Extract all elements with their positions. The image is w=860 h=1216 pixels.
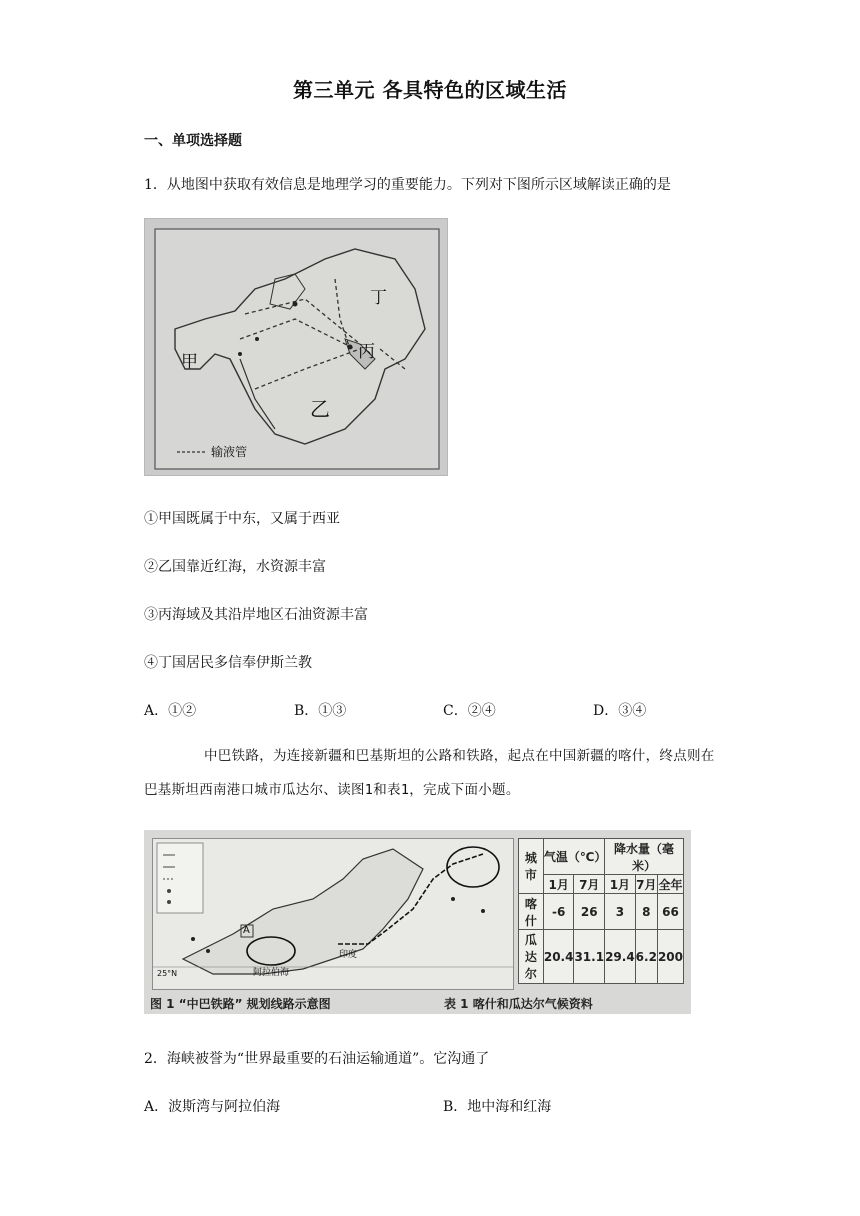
table-1-caption: 表 1 喀什和瓜达尔气候资料	[444, 997, 593, 1011]
map-label-jia: 甲	[181, 352, 198, 372]
q1-option-a[interactable]: A．①②	[144, 703, 197, 719]
table-cell: 6.2	[635, 930, 657, 984]
q1-option-c[interactable]: C．②④	[443, 703, 496, 719]
table-cell: 3	[605, 893, 636, 929]
table-row	[519, 930, 684, 984]
q1-option-b[interactable]: B．①③	[294, 703, 347, 719]
map-label-ding: 丁	[370, 288, 387, 308]
passage-intro: 中巴铁路，为连接新疆和巴基斯坦的公路和铁路，起点在中国新疆的喀什，终点则在巴基斯坦西南港口城市瓜达尔、读图1和表1，完成下面小题。	[144, 748, 715, 798]
climate-table	[518, 838, 684, 984]
question-1-stem: 1．从地图中获取有效信息是地理学习的重要能力。下列对下图所示区域解读正确的是	[144, 177, 671, 193]
table-cell-city: 喀什	[519, 893, 544, 929]
table-cell-city: 瓜达尔	[519, 930, 544, 984]
page-title: 第三单元 各具特色的区域生活	[293, 78, 567, 102]
map-label-yi: 乙	[310, 397, 330, 421]
table-header-prec: 降水量（毫米）	[605, 839, 684, 875]
table-subheader-row	[519, 875, 684, 894]
table-sub-jan-temp: 1月	[543, 875, 574, 894]
statement-1: ①甲国既属于中东，又属于西亚	[144, 511, 340, 527]
figure-1-caption: 图 1 “中巴铁路” 规划线路示意图	[150, 997, 331, 1011]
table-sub-jul-prec: 7月	[635, 875, 657, 894]
map-label-sea: 阿拉伯海	[253, 968, 290, 978]
map-label-a: A	[243, 925, 250, 936]
table-cell: -6	[543, 893, 574, 929]
q1-option-d[interactable]: D．③④	[593, 703, 647, 719]
middle-east-map	[144, 218, 448, 476]
table-row	[519, 893, 684, 929]
table-cell: 20.4	[543, 930, 574, 984]
table-sub-annual-prec: 全年	[657, 875, 683, 894]
table-header-temp: 气温（℃）	[543, 839, 604, 875]
table-sub-jul-temp: 7月	[574, 875, 605, 894]
section-heading: 一、单项选择题	[144, 133, 242, 149]
table-cell: 66	[657, 893, 683, 929]
table-cell: 200	[657, 930, 683, 984]
q2-option-b[interactable]: B．地中海和红海	[443, 1099, 552, 1115]
map-legend-label: 输液管	[211, 445, 248, 459]
table-cell: 29.4	[605, 930, 636, 984]
figure-2-panel	[144, 830, 691, 1014]
map-label-india: 印度	[339, 950, 358, 960]
table-header-row	[519, 839, 684, 875]
table-sub-jan-prec: 1月	[605, 875, 636, 894]
table-cell: 26	[574, 893, 605, 929]
table-cell: 8	[635, 893, 657, 929]
map-label-latitude: 25°N	[157, 969, 178, 978]
table-cell: 31.1	[574, 930, 605, 984]
map-label-bing: 丙	[358, 342, 375, 362]
railway-map-drawing	[153, 839, 513, 989]
question-2-stem: 2．海峡被誉为“世界最重要的石油运输通道”。它沟通了	[144, 1051, 490, 1067]
railway-map	[152, 838, 514, 990]
statement-2: ②乙国靠近红海，水资源丰富	[144, 559, 326, 575]
statement-3: ③丙海域及其沿岸地区石油资源丰富	[144, 607, 368, 623]
statement-4: ④丁国居民多信奉伊斯兰教	[144, 655, 312, 671]
table-header-city: 城市	[519, 839, 544, 894]
q2-option-a[interactable]: A．波斯湾与阿拉伯海	[144, 1099, 281, 1115]
